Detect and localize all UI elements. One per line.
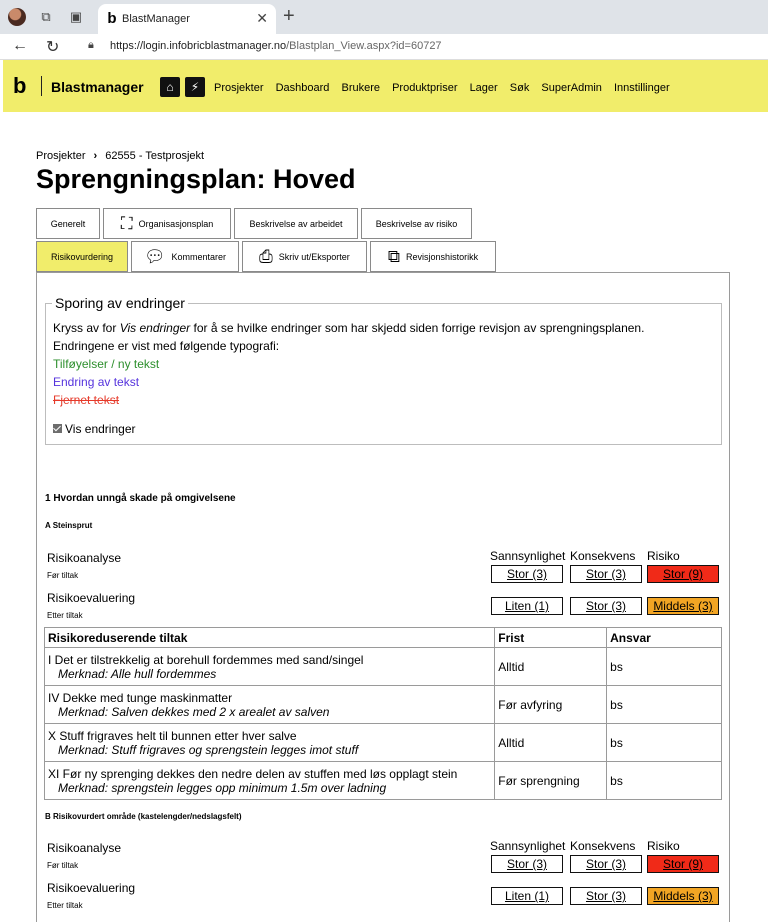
section-1-title: 1 Hvordan unngå skade på omgivelsene [45,493,236,504]
col-sannsynlighet: Sannsynlighet [490,839,566,853]
risikoanalyse-label: Risikoanalyse [47,841,122,855]
ansvar-cell: bs [607,762,722,800]
nav-produktpriser[interactable]: Produktpriser [392,82,458,94]
nav-brukere[interactable]: Brukere [341,82,381,94]
url-path: /Blastplan_View.aspx?id=60727 [286,40,442,52]
tab-skriv-ut[interactable] [242,241,367,272]
comments-icon: 💬︎ [143,246,166,266]
tab-label: Organisasjonsplan [138,218,214,229]
tab-kommentarer[interactable] [131,241,239,272]
b-evaluering-konsekvens[interactable] [570,887,642,905]
tab-label: Beskrivelse av arbeidet [249,218,343,229]
nav-prosjekter[interactable]: Prosjekter [214,82,264,94]
tab-label: Generelt [50,218,86,229]
measure-note: Merknad: Salven dekkes med 2 x arealet av salven [58,704,330,719]
url-field[interactable] [110,40,442,52]
value: Stor (9) [662,567,703,581]
tab-revisjonshistorikk[interactable] [370,241,496,272]
change-tracking-box [45,295,722,445]
logo-text[interactable]: Blastmanager [51,79,144,95]
tab-risikovurdering[interactable] [36,241,128,272]
risk-block-a [37,549,731,621]
table-row [45,762,722,800]
org-chart-icon: ⛶ [120,213,133,233]
sub-b-title: B Risikovurdert område (kastelengder/nedslagsfelt) [45,812,242,821]
a-analyse-sannsynlighet[interactable] [491,565,563,583]
reload-icon[interactable]: ↻ [46,39,60,56]
nav-innstillinger[interactable]: Innstillinger [614,82,670,94]
show-changes-label: Vis endringer [65,422,136,436]
page-title: Sprengningsplan: Hoved [36,164,356,194]
col-konsekvens: Konsekvens [570,549,636,563]
change-tracking-legend: Sporing av endringer [52,295,188,311]
b-analyse-sannsynlighet[interactable] [491,855,563,873]
table-row [45,686,722,724]
browser-tab[interactable] [98,4,276,34]
home-icon[interactable]: ⌂ [160,77,180,97]
value: Stor (3) [506,567,547,581]
close-tab-icon[interactable]: ✕ [256,10,268,26]
tab-label: Skriv ut/Eksporter [278,251,350,262]
a-analyse-risiko[interactable] [647,565,719,583]
value: Middels (3) [653,599,713,613]
printer-icon: ⎙ [259,246,273,266]
measure-note: Merknad: sprengstein legges opp minimum 1.5m over ladning [58,780,387,795]
added-text-example: Tilføyelser / ny tekst [53,357,160,371]
breadcrumb [36,150,204,162]
browser-tabbar [0,0,768,34]
show-changes-checkbox[interactable] [53,424,62,433]
col-sannsynlighet: Sannsynlighet [490,549,566,563]
measure-cell [45,648,495,686]
measures-header-row [45,628,722,648]
col-risiko: Risiko [647,549,680,563]
measure-note: Merknad: Stuff frigraves og sprengstein legges imot stuff [58,742,359,757]
intro-em: Vis endringer [119,321,191,335]
risikoevaluering-label: Risikoevaluering [47,881,136,895]
app-header [3,60,768,112]
value: Stor (3) [585,567,626,581]
blastmanager-logo-icon[interactable]: b [13,73,27,98]
lightning-icon[interactable]: ⚡︎ [185,77,205,97]
nav-sok[interactable]: Søk [509,82,530,94]
tab-label: Revisjonshistorikk [406,251,479,262]
breadcrumb-root[interactable]: Prosjekter [36,150,86,162]
ansvar-cell: bs [607,686,722,724]
measure-text: X Stuff frigraves helt til bunnen etter hver salve [48,728,297,743]
measure-text: XI Før ny sprenging dekkes den nedre delen av stuffen med løs opplagt stein [48,766,458,781]
measure-text: I Det er tilstrekkelig at borehull fordemmes med sand/singel [48,652,364,667]
th-tiltak: Risikoreduserende tiltak [45,628,495,648]
a-analyse-konsekvens[interactable] [570,565,642,583]
etter-tiltak-label: Etter tiltak [47,611,83,620]
col-risiko: Risiko [647,839,680,853]
value: Middels (3) [653,889,713,903]
tab-generelt[interactable] [36,208,100,239]
measure-note: Merknad: Alle hull fordemmes [58,666,217,681]
a-evaluering-risiko[interactable] [647,597,719,615]
measure-cell [45,762,495,800]
a-evaluering-konsekvens[interactable] [570,597,642,615]
frist-cell: Alltid [495,648,607,686]
risk-assessment-panel [36,272,730,922]
tab-label: Risikovurdering [50,251,114,262]
removed-text-example: Fjernet tekst [53,393,120,407]
nav-superadmin[interactable]: SuperAdmin [541,82,602,94]
back-arrow-icon[interactable]: ← [12,37,28,54]
frist-cell: Alltid [495,724,607,762]
sub-a-title: A Steinsprut [45,521,93,530]
tab-label: Kommentarer [171,251,227,262]
frist-cell: Før sprengning [495,762,607,800]
url-host: https://login.infobricblastmanager.no [110,40,287,52]
nav-lager[interactable]: Lager [469,82,498,94]
b-analyse-risiko[interactable] [647,855,719,873]
tab-organisasjonsplan[interactable] [103,208,231,239]
intro-pre: Kryss av for [53,321,120,335]
risikoanalyse-label: Risikoanalyse [47,551,122,565]
a-evaluering-sannsynlighet[interactable] [491,597,563,615]
main-nav [214,82,679,94]
tab-beskrivelse-risiko[interactable] [361,208,472,239]
address-bar [0,34,768,60]
breadcrumb-current[interactable]: 62555 - Testprosjekt [105,150,205,162]
blastmanager-favicon-icon: b [107,10,117,27]
new-tab-icon[interactable]: + [283,5,295,27]
value: Stor (3) [585,857,626,871]
tracking-typography-line: Endringene er vist med følgende typografi: [53,339,280,353]
b-analyse-konsekvens[interactable] [570,855,642,873]
th-frist: Frist [495,628,607,648]
changed-text-example: Endring av tekst [53,375,140,389]
b-evaluering-sannsynlighet[interactable] [491,887,563,905]
documents-icon: ⧉ [387,246,401,266]
ansvar-cell: bs [607,648,722,686]
value: Stor (3) [585,599,626,613]
measure-cell [45,724,495,762]
measures-table [44,627,722,800]
th-ansvar: Ansvar [607,628,722,648]
breadcrumb-chevron-icon: › [93,150,98,162]
profile-avatar[interactable] [8,8,26,26]
intro-post: for å se hvilke endringer som har skjedd siden forrige revisjon av sprengningsplanen. [190,321,645,335]
col-konsekvens: Konsekvens [570,839,636,853]
risikoevaluering-label: Risikoevaluering [47,591,136,605]
table-row [45,648,722,686]
tracking-intro [53,321,644,335]
value: Stor (3) [506,857,547,871]
value: Stor (9) [662,857,703,871]
browser-tab-title: BlastManager [122,13,190,25]
nav-dashboard[interactable]: Dashboard [275,82,330,94]
tab-label: Beskrivelse av risiko [375,218,458,229]
lock-icon[interactable]: 🔒︎ [88,39,94,51]
measure-cell [45,686,495,724]
for-tiltak-label: Før tiltak [47,861,79,870]
for-tiltak-label: Før tiltak [47,571,79,580]
ansvar-cell: bs [607,724,722,762]
page-tabs [36,208,756,272]
logo-divider [41,76,42,96]
value: Liten (1) [504,889,550,903]
value: Stor (3) [585,889,626,903]
measure-text: IV Dekke med tunge maskinmatter [48,690,233,705]
b-evaluering-risiko[interactable] [647,887,719,905]
tab-actions-icon[interactable]: ▣ [69,9,83,24]
risk-block-b [37,839,731,911]
workspaces-icon[interactable]: ⧉ [41,9,51,24]
table-row [45,724,722,762]
value: Liten (1) [504,599,550,613]
frist-cell: Før avfyring [495,686,607,724]
etter-tiltak-label: Etter tiltak [47,901,83,910]
show-changes-toggle[interactable] [53,422,136,436]
tab-beskrivelse-arbeidet[interactable] [234,208,358,239]
